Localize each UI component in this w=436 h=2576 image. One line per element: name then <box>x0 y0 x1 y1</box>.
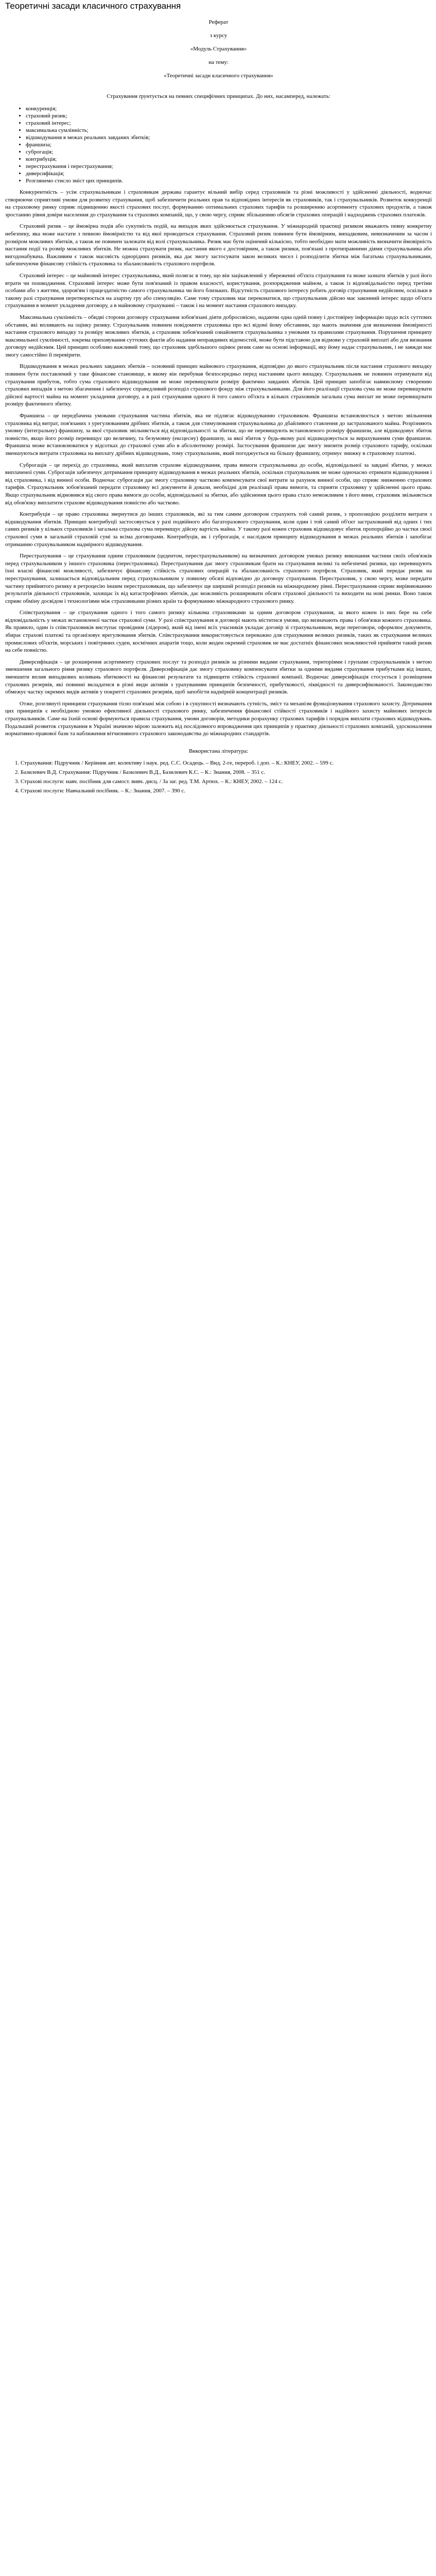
reference-item: 2. Базилевич В.Д. Страхування: Підручник / Базилевич В.Д., Базилевич К.С. – К.: Знання, 2008. – 351 с. <box>21 769 432 776</box>
document-page <box>0 1 436 794</box>
list-item: • страховий інтерес; <box>26 120 432 127</box>
work-kind: Реферат <box>208 19 229 25</box>
list-item: • конкуренція; <box>26 105 432 112</box>
paragraph: Отже, розглянуті принципи страхування тісно пов'язані між собою і в сукупності визначають сутність, зміст та механізм функціонування страхового захисту. Дотримання цих принципів є необхідною умовою ефективної діяльності страхового ринку, забезпечення фінансової стійкості страховиків і надійного захисту майнових інтересів страхувальників. Саме на їхній основі формуються правила страхування, умови договорів, методики розрахунку страхових тарифів і порядок виплати страхових відшкодувань. Подальший розвиток страхування в Україні значною мірою залежить від послідовного впровадження цих принципів у практику діяльності страхових компаній, удосконалення нормативно-правової бази та наближення вітчизняного страхового законодавства до міжнародних стандартів. <box>5 700 432 737</box>
course-prefix: з курсу <box>210 32 228 39</box>
list-item: • контрибуція; <box>26 156 432 163</box>
references-list <box>21 759 432 794</box>
topic-prefix: на тему: <box>208 59 229 65</box>
list-item: • суброгація; <box>26 148 432 156</box>
reference-item: 1. Страхування: Підручник / Керівник авт. колективу і наук. ред. С.С. Осадець. – Вид. 2-ге, перероб. і доп. – К.: КНЕУ, 2002. – 599 с. <box>21 759 432 767</box>
paragraph: Максимальна сумлінність – обидві сторони договору страхування зобов'язані діяти добросовісно, надаючи одна одній повну і достовірну інформацію щодо всіх суттєвих обставин, які впливають на оцінку ризику. Страхувальник повинен повідомити страховика про всі відомі йому обставини, що мають значення для визначення ймовірності настання страхового випадку та розміру можливих збитків, а страховик зобов'язаний ознайомити страхувальника з умовами та правилами страхування. Порушення принципу максимальної сумлінності, зокрема приховування суттєвих фактів або надання неправдивих відомостей, може бути підставою для відмови у страховій виплаті або для визнання договору недійсним. Цей принцип особливо важливий тому, що страховик здебільшого оцінює ризик саме на основі інформації, яку йому надає страхувальник, і не завжди має змогу самостійно її перевірити. <box>5 314 432 358</box>
paragraph: Диверсифікація – це розширення асортименту страхових послуг та розподіл ризиків за різними видами страхування, територіями і групами страхувальників з метою зменшення загального рівня ризику страхового портфеля. Диверсифікація дає змогу страховику компенсувати збитки за одними видами страхування прибутками від інших, зменшити вплив випадкових коливань збитковості на фінансові результати та підвищити стійкість страхової компанії. Водночас диверсифікація стосується і розміщення страхових резервів, які повинні вкладатися в різні види активів з урахуванням принципів безпечності, прибутковості, ліквідності та диверсифікованості. Законодавство обмежує частку окремих видів активів у покритті страхових резервів, щоб запобігти надмірній концентрації ризиків. <box>5 658 432 696</box>
paragraph: Конкурентність – усім страхувальникам і страховикам держава гарантує вільний вибір серед страховиків та різні можливості у здійсненні діяльності, водночас створюючи сприятливі умови для розвитку страхування, щоб забезпечити реальних прав та відповідних інтересів як страховиків, так і страхувальників. Розвиток конкуренції на страховому ринку сприяє підвищенню якості страхових послуг, формуванню оптимальних страхових тарифів та розширенню асортименту страхових продуктів, а також зростанню рівня довіри населення до страхування та страхових компаній, що, у свою чергу, сприяє збільшенню обсягів страхових операцій і надходжень страхових платежів. <box>5 189 432 218</box>
list-item: • страховий ризик; <box>26 112 432 120</box>
paragraph: Суброгація – це перехід до страховика, який виплатив страхове відшкодування, права вимоги страхувальника до особи, відповідальної за завдані збитки, у межах виплаченої суми. Суброгація забезпечує дотримання принципу відшкодування в межах реальних збитків, оскільки страхувальник не може одночасно отримати відшкодування і від страховика, і від винної особи. Водночас суброгація дає змогу страховику частково компенсувати свої витрати за рахунок винної особи, що сприяє зниженню страхових тарифів. Страхувальник зобов'язаний передати страховику всі документи й докази, необхідні для реалізації права вимоги, та сприяти страховику у здійсненні цього права. Якщо страхувальник відмовився від свого права вимоги до особи, відповідальної за збитки, або здійснення цього права стало неможливим з його вини, страховик звільняється від обов'язку виплатити страхове відшкодування повністю або частково. <box>5 462 432 506</box>
references-title: Використана література: <box>188 748 249 754</box>
paragraph: Співстрахування – це страхування одного і того самого ризику кількома страховиками за одним договором страхування, за якого кожен із них бере на себе відповідальність у межах встановленої частки страхової суми. У разі співстрахування в договорі мають міститися умови, що визначають права і обов'язки кожного страховика. Як правило, один із співстраховиків виступає провідним (лідером), який від імені всіх учасників укладає договір зі страхувальником, веде переговори, оформлює документи, збирає страхові платежі та організовує врегулювання збитків. Співстрахування використовується переважно для страхування великих ризиків, таких як страхування великих промислових об'єктів, морських і повітряних суден, космічних апаратів тощо, коли жоден окремий страховик не має достатніх фінансових можливостей прийняти такий ризик на себе повністю. <box>5 609 432 654</box>
topic-name: «Теоретичні засади класичного страхування» <box>164 73 273 79</box>
paragraph: Страховий ризик – це ймовірна подія або сукупність подій, на випадок яких здійснюється страхування. У міжнародній практиці ризиком вважають певну конкретну небезпеку, яка може настати з певною ймовірністю та від якої проводиться страхування. Страховий ризик повинен бути ймовірним, випадковим, невизначеним за часом і розміром можливих збитків, а також не повинен залежати від волі страхувальника. Ризик має бути оцінений кількісно, тобто необхідно мати можливість визначити ймовірність настання події та розмір можливих збитків. Не можна страхувати ризик, настання якого є достовірним, а також ризики, пов'язані з протиправними діями страхувальника або вигодонабувача. Важливим є також масовість однорідних ризиків, яка дає змогу застосувати закон великих чисел і розподілити збитки між багатьма страхувальниками, забезпечуючи фінансову стійкість страховика та збалансованість страхового портфеля. <box>5 223 432 267</box>
body-text <box>5 189 432 738</box>
list-item: • перестрахування і перестрахування; <box>26 163 432 170</box>
document-title: Теоретичні засади класичного страхування <box>5 1 181 11</box>
title-block <box>5 19 432 100</box>
paragraph: Франшиза – це передбачена умовами страхування частина збитків, яка не підлягає відшкодуванню страховиком. Франшиза встановлюється з метою звільнення страховика від витрат, пов'язаних з урегулюванням дрібних збитків, а також для стимулювання страхувальника до дбайливого ставлення до застрахованого майна. Розрізняють умовну (інтегральну) франшизу, за якої страховик звільняється від відповідальності за збитки, що не перевищують встановленого розміру франшизи, але відшкодовує збиток повністю, якщо його розмір перевищує цю величину, та безумовну (ексцесну) франшизу, за якої збиток у будь-якому разі відшкодовується за вирахуванням суми франшизи. Франшиза може встановлюватися у відсотках до страхової суми або в абсолютному розмірі. Застосування франшизи дає змогу знизити розмір страхового тарифу, оскільки зменшуються витрати страховика на виплату дрібних відшкодувань, тому страхувальник, який погоджується на більшу франшизу, отримує знижку в страховому платежі. <box>5 413 432 456</box>
paragraph: Контрибуція – це право страховика звернутися до інших страховиків, які за тим самим договором страхують той самий ризик, з пропозицією розділити витрати з відшкодування збитків. Принцип контрибуції застосовується у разі подвійного або багаторазового страхування, коли один і той самий об'єкт застрахований від одних і тих самих ризиків у кількох страховиків і загальна страхова сума перевищує дійсну вартість майна. У такому разі кожен страховик відшкодовує збиток пропорційно до частки своєї страхової суми в загальній страховій сумі за всіма договорами. Контрибуція, як і суброгація, є наслідком принципу відшкодування в межах реальних збитків і запобігає отриманню страхувальником надмірного відшкодування. <box>5 511 432 548</box>
paragraph: Перестрахування – це страхування одним страховиком (цедентом, перестрахувальником) на визначених договором умовах ризику виконання частини своїх обов'язків перед страхувальником у іншого страховика (перестраховика). Перестрахування дає змогу страховикам брати на страхування великі та небезпечні ризики, що перевищують їхні власні фінансові можливості, забезпечує фінансову стійкість страхових операцій та збалансованість страхового портфеля. Страховик, який передає ризик на перестрахування, залишається відповідальним перед страхувальником у повному обсязі відповідно до договору страхування. Перестраховик, у свою чергу, може передати частину прийнятого ризику в ретроцесію іншим перестраховикам, що забезпечує ще ширший розподіл ризиків на міжнародному рівні. Перестрахування сприяє вирівнюванню результатів діяльності страховиків, захищає їх від катастрофічних збитків, дає можливість розширювати обсяги страхової діяльності та виходити на нові ринки. Воно також сприяє обміну досвідом і технологіями між страховиками різних країн та формуванню міжнародного страхового ринку. <box>5 553 432 604</box>
list-item: • максимальна сумлінність; <box>26 127 432 134</box>
list-item: • диверсифікація; <box>26 170 432 177</box>
list-item: • відшкодування в межах реальних завданих збитків; <box>26 134 432 141</box>
list-item: • франшиза; <box>26 141 432 148</box>
paragraph: Страховий інтерес – це майновий інтерес страхувальника, який полягає в тому, що він зацікавлений у збереженні об'єкта страхування та може зазнати збитків у разі його втрати чи пошкодження. Страховий інтерес може бути пов'язаний із правом власності, користування, розпорядження майном, а також із відповідальністю перед третіми особами або з життям, здоров'ям і працездатністю самого страхувальника чи його близьких. Відсутність страхового інтересу робить договір страхування недійсним, оскільки в такому разі страхування перетворюється на азартну гру або спекуляцію. Саме тому страховик має переконатися, що страхувальник дійсно має законний інтерес щодо об'єкта страхування в момент укладення договору, а в майновому страхуванні – також і на момент настання страхового випадку. <box>5 272 432 309</box>
paragraph: Відшкодування в межах реальних завданих збитків – основний принцип майнового страхування, відповідно до якого страхувальник після настання страхового випадку повинен бути поставлений у таке фінансове становище, в якому він перебував безпосередньо перед настанням цього випадку. Страхувальник не повинен отримувати від страхування прибуток, тобто сума страхового відшкодування не може перевищувати розміру фактично завданих збитків. Цей принцип запобігає навмисному створенню страхових випадків з метою збагачення і забезпечує справедливий розподіл страхового фонду між страхувальниками. Для його реалізації страхова сума не може перевищувати дійсної вартості майна на момент укладення договору, а в разі страхування одного й того самого об'єкта в кількох страховиків загальна сума виплат не може перевищувати розміру фактичного збитку. <box>5 363 432 408</box>
reference-item: 4. Страхові послуги: Навчальний посібник. – К.: Знання, 2007. – 390 с. <box>21 787 432 794</box>
principles-intro: Страхування ґрунтується на певних специфічних принципах. До них, насамперед, належать: <box>107 93 330 99</box>
principles-list <box>26 105 432 184</box>
reference-item: 3. Страхові послуги: навч. посібник для самост. вивч. дисц. / За заг. ред. Т.М. Артюх. – К.: КНЕУ, 2002. – 124 с. <box>21 778 432 785</box>
list-item: • Розглянемо стисло зміст цих принципів. <box>26 177 432 184</box>
course-name: «Модуль Страхування» <box>190 46 247 52</box>
